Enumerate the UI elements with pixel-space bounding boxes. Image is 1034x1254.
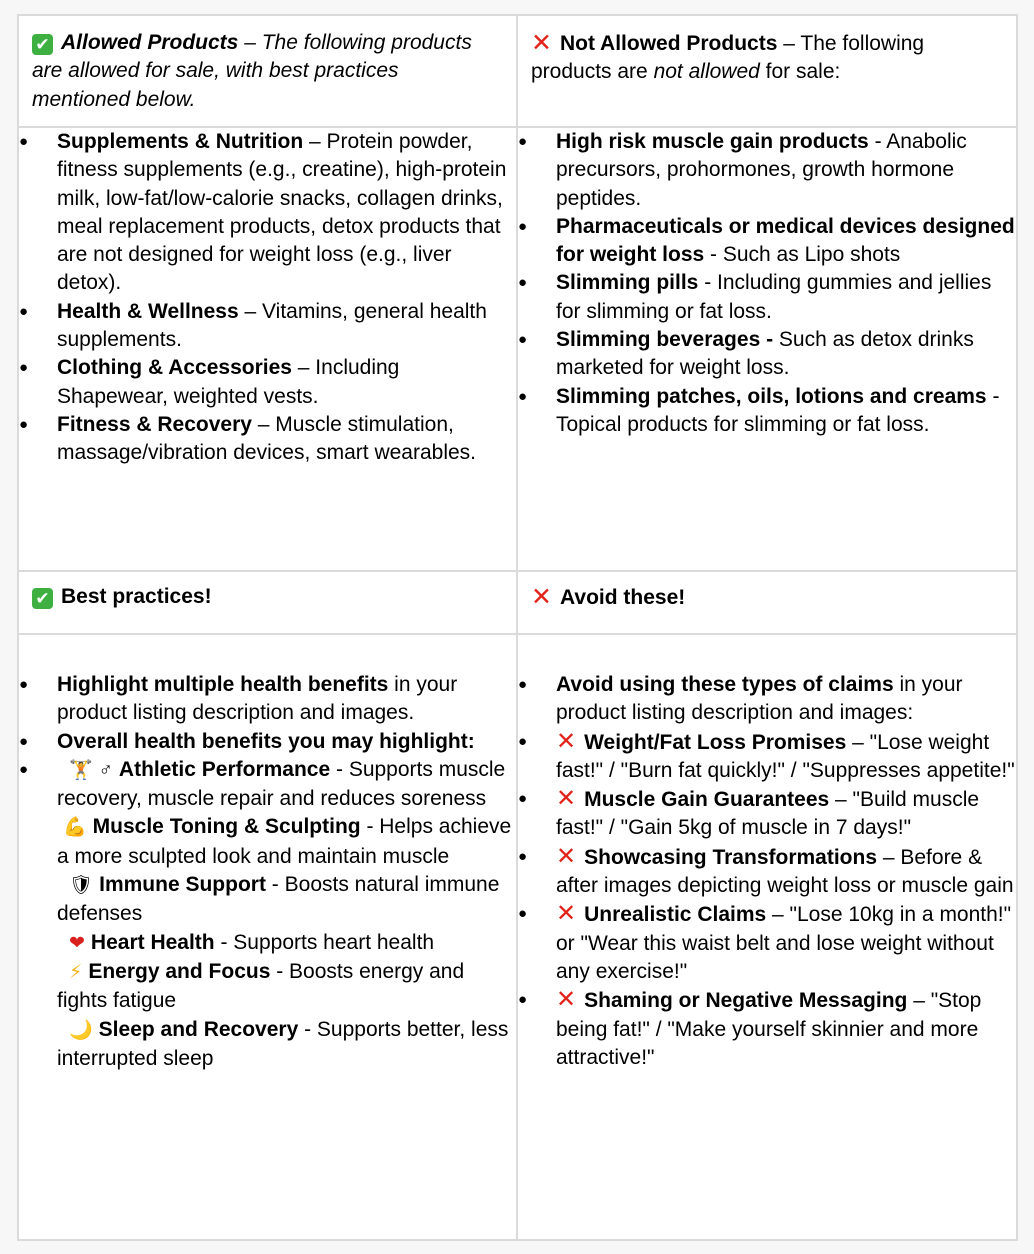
best-practices-title: Best practices!	[61, 585, 212, 608]
list-item	[19, 354, 516, 411]
list-item	[19, 671, 516, 728]
list-item	[518, 213, 1016, 270]
avoid-list	[518, 635, 1016, 1072]
best-practices-header-cell	[18, 571, 517, 634]
benefit-title: Sleep and Recovery	[98, 1017, 299, 1041]
check-mark-icon: ✔	[32, 34, 53, 55]
not-allowed-heading	[518, 16, 1016, 87]
item-title: Unrealistic Claims	[584, 903, 767, 927]
check-mark-icon: ✔	[32, 588, 53, 609]
item-title: Highlight multiple health benefits	[57, 673, 389, 696]
item-title: Clothing & Accessories	[57, 356, 292, 380]
not-allowed-heading-end: for sale:	[759, 60, 841, 84]
benefit-item	[19, 756, 516, 1073]
benefit-desc: - Supports muscle recovery, muscle repair and reduces soreness	[57, 757, 506, 811]
item-title: Avoid using these types of claims	[556, 673, 894, 696]
item-desc: – "Build muscle fast!" / "Gain 5kg of muscle in 7 days!"	[556, 788, 980, 840]
flexed-biceps-icon: 💪	[63, 817, 87, 839]
male-sign-icon: ♂	[98, 759, 113, 781]
list-item	[518, 986, 1016, 1072]
weightlifter-icon: 🏋	[69, 759, 93, 781]
benefit-title: Immune Support	[99, 873, 266, 897]
list-item	[518, 383, 1016, 440]
benefit-title: Athletic Performance	[118, 757, 331, 781]
best-practices-heading	[19, 572, 516, 611]
cross-mark-icon: ✕	[531, 583, 552, 611]
item-desc: in your product listing description and images.	[57, 673, 458, 725]
item-desc: Such as detox drinks marketed for weight loss.	[556, 328, 974, 380]
item-title: Weight/Fat Loss Promises	[584, 730, 847, 754]
allowed-list	[19, 128, 516, 468]
item-title: Supplements & Nutrition	[57, 130, 304, 153]
avoid-heading	[518, 572, 1016, 612]
benefit-desc: - Boosts energy and fights fatigue	[57, 959, 465, 1013]
cross-mark-icon: ✕	[556, 785, 577, 813]
list-item	[19, 298, 516, 355]
policy-table	[17, 14, 1018, 1241]
item-desc: in your product listing description and images:	[556, 673, 963, 725]
list-item	[19, 411, 516, 468]
cross-mark-icon: ✕	[556, 842, 577, 870]
lightning-icon: ⚡	[69, 961, 83, 983]
item-desc: - Such as Lipo shots	[704, 243, 901, 267]
avoid-list-cell	[517, 634, 1017, 1240]
list-item	[518, 128, 1016, 213]
shield-icon: 🛡	[69, 875, 94, 897]
list-item	[518, 728, 1016, 786]
item-title: Slimming pills	[556, 271, 699, 295]
item-desc: – "Lose weight fast!" / "Burn fat quickly!" / "Suppresses appetite!"	[556, 730, 1015, 782]
red-heart-icon: ❤	[69, 932, 85, 954]
benefit-desc: - Supports better, less interrupted sleep	[57, 1017, 509, 1070]
item-desc: – "Lose 10kg in a month!" or "Wear this waist belt and lose weight without any exercise!"	[556, 903, 1012, 983]
item-title: Shaming or Negative Messaging	[584, 989, 908, 1013]
not-allowed-heading-emphasis: not allowed	[653, 60, 760, 84]
list-item	[518, 671, 1016, 728]
benefit-desc: - Supports heart health	[214, 930, 435, 954]
list-item	[19, 728, 516, 756]
not-allowed-list-cell	[517, 127, 1017, 571]
item-desc: – Muscle stimulation, massage/vibration devices, smart wearables.	[57, 412, 477, 465]
item-title: Slimming patches, oils, lotions and creams	[556, 384, 987, 408]
item-desc: – "Stop being fat!" / "Make yourself skinnier and more attractive!"	[556, 989, 982, 1069]
not-allowed-header-cell	[517, 15, 1017, 127]
crescent-moon-icon: 🌙	[69, 1019, 93, 1041]
item-title: Fitness & Recovery	[57, 412, 252, 436]
list-item	[19, 128, 516, 298]
list-item	[518, 785, 1016, 843]
benefit-desc: - Helps achieve a more sculpted look and maintain muscle	[57, 815, 512, 868]
not-allowed-list	[518, 128, 1016, 439]
item-title: Slimming beverages -	[556, 328, 774, 352]
item-title: Pharmaceuticals or medical devices designed for weight loss	[556, 214, 1015, 267]
best-practices-list-cell	[18, 634, 517, 1240]
item-title: Muscle Gain Guarantees	[584, 788, 830, 812]
item-title: High risk muscle gain products	[556, 130, 869, 153]
cross-mark-icon: ✕	[556, 900, 577, 928]
allowed-header-cell	[18, 15, 517, 127]
benefit-title: Heart Health	[90, 930, 215, 954]
avoid-title: Avoid these!	[560, 586, 686, 609]
item-desc: - Anabolic precursors, prohormones, growth hormone peptides.	[556, 130, 967, 210]
allowed-list-cell	[18, 127, 517, 571]
cross-mark-icon: ✕	[556, 727, 577, 755]
list-item	[518, 900, 1016, 986]
item-desc: – Protein powder, fitness supplements (e.g., creatine), high-protein milk, low-fat/low-calorie snacks, collagen drinks, meal replacement products, detox products that are not designed for weight loss (e.g., liver detox).	[57, 130, 507, 295]
allowed-heading	[19, 16, 516, 114]
cross-mark-icon: ✕	[531, 29, 552, 57]
benefit-title: Energy and Focus	[88, 959, 271, 983]
list-item	[518, 269, 1016, 326]
item-desc: - Including gummies and jellies for slimming or fat loss.	[556, 271, 992, 323]
cross-mark-icon: ✕	[556, 986, 577, 1014]
item-title: Overall health benefits you may highlight:	[57, 729, 475, 753]
item-desc: – Before & after images depicting weight loss or muscle gain	[556, 845, 1014, 898]
item-desc: – Vitamins, general health supplements.	[57, 299, 487, 352]
item-title: Showcasing Transformations	[584, 845, 878, 869]
allowed-heading-desc: – The following products are allowed for sale, with best practices mentioned below.	[32, 31, 472, 111]
list-item	[518, 326, 1016, 383]
benefit-desc: - Boosts natural immune defenses	[57, 873, 500, 926]
list-item	[518, 843, 1016, 901]
benefit-title: Muscle Toning & Sculpting	[92, 815, 361, 839]
not-allowed-heading-desc: – The following products are	[531, 32, 925, 84]
allowed-heading-title: Allowed Products	[61, 31, 239, 54]
best-practices-list	[19, 635, 516, 1073]
item-desc: – Including Shapewear, weighted vests.	[57, 356, 400, 408]
item-title: Health & Wellness	[57, 299, 239, 323]
item-desc: - Topical products for slimming or fat loss.	[556, 384, 1000, 436]
not-allowed-heading-title: Not Allowed Products	[560, 32, 778, 55]
avoid-header-cell	[517, 571, 1017, 634]
